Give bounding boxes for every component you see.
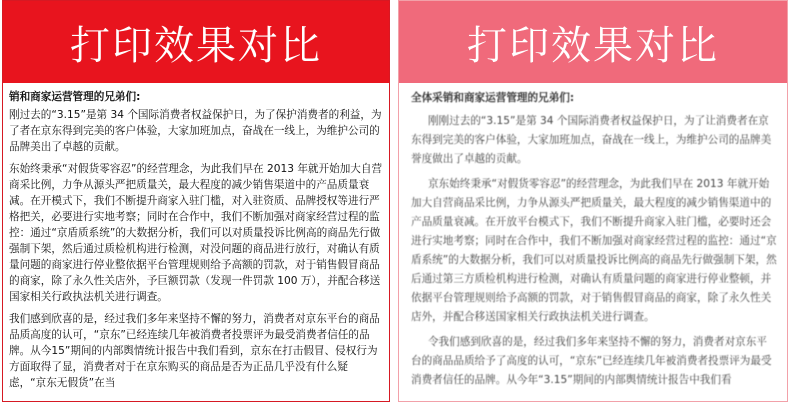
right-paragraph: 京东始终秉承“对假货零容忍”的经营理念，为此我们早在 2013 年就开始加大自营商品采比例，力争从源头严把质量关，最大程度的减少销售渠道中的产品质量衰减。在开放平台模式下，我们不断提升商家入驻门槛，必要时还会进行实地考察；同时在合作中，我们不断加强对商家经营过程的监控：通过“京盾系统”的大数据分析，我们可以对质量投诉比例高的商品先行做强制下架，然后通过第三方质检机构进行检测，对确认有质量问题的商家进行停业整顿，并依据平台管理规则给予高额的罚款，对于销售假冒商品的商家，除了永久性关店外，并配合移送国家相关行政执法机关进行调查。	[411, 178, 777, 323]
left-banner-title: 打印效果对比	[3, 1, 389, 83]
left-comparison-panel	[2, 0, 390, 402]
right-banner-title: 打印效果对比	[399, 1, 787, 83]
right-paragraph: 令我们感到欣喜的是，经过我们多年来坚持不懈的努力，消费者对京东平台的商品品质给予了高度的认可，“京东”已经连续几年被消费者投票评为最受消费者信任的品牌。从今年“3.15”期间的内部舆情统计报告中我们看	[411, 336, 772, 386]
left-notice-text	[3, 83, 389, 391]
left-paragraph: 刚过去的“3.15”是第 34 个国际消费者权益保护日，为了保护消费者的利益，为了者在京东得到完美的客户体验，大家加班加点，奋战在一线上，为维护公司的品牌美出了卓越的贡献。	[9, 109, 382, 153]
right-notice-heading: 全体采销和商家运营管理的兄弟们:	[411, 92, 575, 104]
right-paragraph: 刚刚过去的“3.15”是第 34 个国际消费者权益保护日，为了让消费者在京东得到完美的客户体验，大家加班加点，奋战在一线上，为维护公司的品牌美誉度做出了卓越的贡献。	[411, 115, 772, 165]
left-paragraph: 东始终秉承“对假货零容忍”的经营理念，为此我们早在 2013 年就开始加大自营商采比例，力争从源头严把质量关，最大程度的减少销售渠道中的产品质量衰减。在开模式下，我们不断提升商家入驻门槛，对入驻资质、品牌授权等进行严格把关，必要进行实地考察；同时在合作中，我们不断加强对商家经营过程的监控：通过“京盾质系统”的大数据分析，我们可以对质量投诉比例高的商品先行做强制下架，然后通过质检机构进行检测，对没问题的商品进行放行，对确认有质量问题的商家进行停业整依据平台管理规则给予高额的罚款，对于销售假冒商品的商家，除了永久性关店外，予巨额罚款（发现一件罚款 100 万），并配合移送国家相关行政执法机关进行调查。	[9, 163, 383, 303]
right-notice-text	[399, 83, 787, 390]
left-paragraph: 我们感到欣喜的是，经过我们多年来坚持不懈的努力，消费者对京东平台的商品品质高度的认可，“京东”已经连续几年被消费者投票评为最受消费者信任的品牌。从今15”期间的内部舆情统计报告中我们看到，京东在打击假冒、侵权行为方面取得了显，消费者对于在京东购买的商品是否为正品几乎没有什么疑虑，“京东无假货”在当	[9, 313, 380, 389]
right-comparison-panel	[398, 0, 788, 402]
left-notice-heading: 销和商家运营管理的兄弟们:	[9, 91, 141, 103]
